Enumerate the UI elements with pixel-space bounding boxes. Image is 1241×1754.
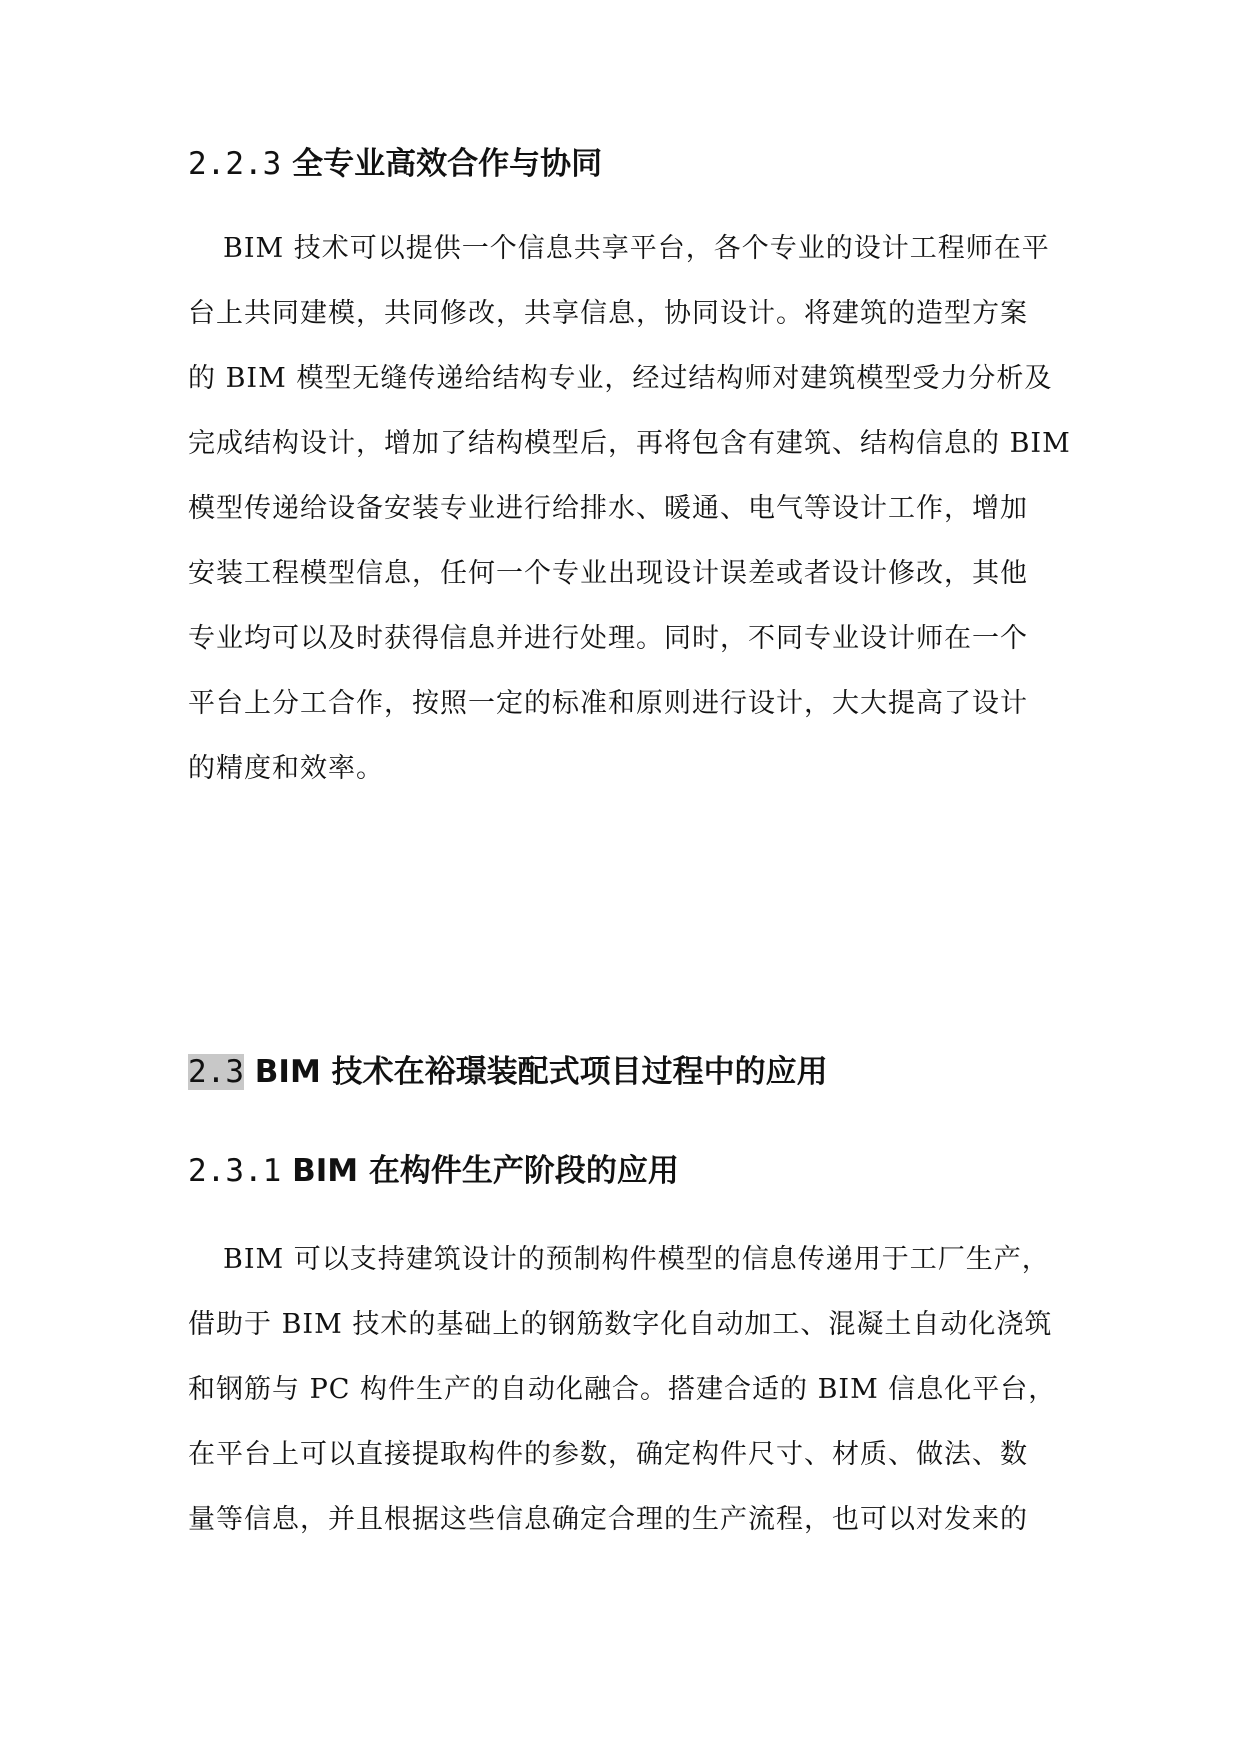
paragraph-2-3-1 xyxy=(188,1227,1056,1552)
section-title: 全专业高效合作与协同 xyxy=(292,146,603,182)
section-heading-2-3-1 xyxy=(188,1149,679,1193)
paragraph-line: BIM 可以支持建筑设计的预制构件模型的信息传递用于工厂生产， xyxy=(223,1244,1050,1275)
paragraph-line: 量等信息，并且根据这些信息确定合理的生产流程，也可以对发来的 xyxy=(188,1504,1028,1535)
section-number: 2.3 xyxy=(188,1054,244,1090)
section-title: BIM 在构件生产阶段的应用 xyxy=(292,1153,679,1189)
section-heading-2-2-3 xyxy=(188,142,602,186)
paragraph-line: 完成结构设计，增加了结构模型后，再将包含有建筑、结构信息的 BIM xyxy=(188,428,1071,459)
paragraph-line: 模型传递给设备安装专业进行给排水、暖通、电气等设计工作，增加 xyxy=(188,493,1028,524)
section-heading-2-3 xyxy=(188,1050,828,1094)
paragraph-line: 安装工程模型信息，任何一个专业出现设计误差或者设计修改，其他 xyxy=(188,558,1028,589)
paragraph-line: 借助于 BIM 技术的基础上的钢筋数字化自动加工、混凝土自动化浇筑 xyxy=(188,1309,1053,1340)
section-number: 2.2.3 xyxy=(188,146,282,182)
paragraph-line: 平台上分工合作，按照一定的标准和原则进行设计，大大提高了设计 xyxy=(188,688,1028,719)
section-number: 2.3.1 xyxy=(188,1153,282,1189)
paragraph-line: 的 BIM 模型无缝传递给结构专业，经过结构师对建筑模型受力分析及 xyxy=(188,363,1053,394)
paragraph-2-2-3 xyxy=(188,216,1071,801)
paragraph-line: 台上共同建模，共同修改，共享信息，协同设计。将建筑的造型方案 xyxy=(188,298,1028,329)
paragraph-line: 的精度和效率。 xyxy=(188,753,384,784)
section-title: BIM 技术在裕璟装配式项目过程中的应用 xyxy=(254,1054,828,1090)
paragraph-line: 和钢筋与 PC 构件生产的自动化融合。搭建合适的 BIM 信息化平台， xyxy=(188,1374,1057,1405)
paragraph-line: 在平台上可以直接提取构件的参数，确定构件尺寸、材质、做法、数 xyxy=(188,1439,1028,1470)
paragraph-line: 专业均可以及时获得信息并进行处理。同时，不同专业设计师在一个 xyxy=(188,623,1028,654)
paragraph-line: BIM 技术可以提供一个信息共享平台，各个专业的设计工程师在平 xyxy=(223,233,1050,264)
